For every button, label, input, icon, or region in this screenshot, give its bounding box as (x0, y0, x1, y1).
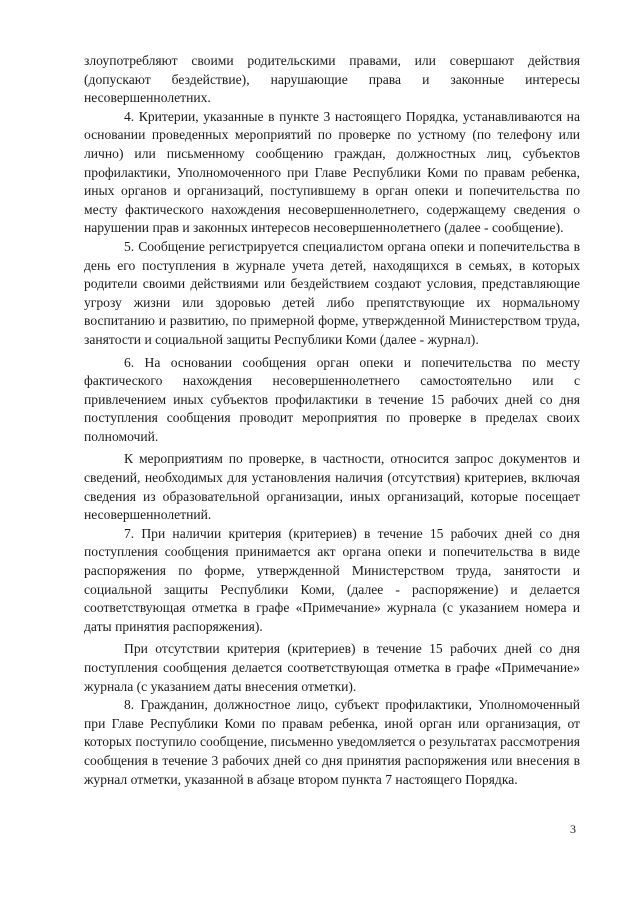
paragraph-item-5: 5. Сообщение регистрируется специалистом органа опеки и попечительства в день его поступления в журнале учета детей, находящихся в семьях, в которых родители своими действиями или бездействием создают условия, представляющие угрозу жизни или здоровью детей либо препятствующие их нормальному воспитанию и развитию, по примерной форме, утвержденной Министерством труда, занятости и социальной защиты Республики Коми (далее - журнал). (84, 238, 580, 347)
paragraph-item-4: 4. Критерии, указанные в пункте 3 настоящего Порядка, устанавливаются на основании проведенных мероприятий по проверке по устному (по телефону или лично) или письменному сообщению граждан, должностных лиц, субъектов профилактики, Уполномоченного при Главе Республики Коми по правам ребенка, иных органов и организаций, поступившему в орган опеки и попечительства по месту фактического нахождения несовершеннолетнего, содержащему сведения о нарушении прав и законных интересов несовершеннолетнего (далее - сообщение). (84, 108, 580, 236)
paragraph-item-6-checks: К мероприятиям по проверке, в частности, относится запрос документов и сведений, необходимых для установления наличия (отсутствия) критериев, включая сведения из образовательной организации, иных организаций, которые посещает несовершеннолетний. (84, 451, 580, 523)
paragraph-item-7: 7. При наличии критерия (критериев) в течение 15 рабочих дней со дня поступления сообщения принимается акт органа опеки и попечительства в виде распоряжения по форме, утвержденной Министерством труда, занятости и социальной защиты Республики Коми, (далее - распоряжение) и делается соответствующая отметка в графе «Примечание» журнала (с указанием номера и даты принятия распоряжения). (84, 525, 580, 634)
paragraph-item-8: 8. Гражданин, должностное лицо, субъект профилактики, Уполномоченный при Главе Республики Коми по правам ребенка, иной орган или организация, от которых поступило сообщение, письменно уведомляется о результатах рассмотрения сообщения в течение 3 рабочих дней со дня принятия распоряжения или внесения в журнал отметки, указанной в абзаце втором пункта 7 настоящего Порядка. (84, 697, 580, 787)
paragraph-item-7-absence: При отсутствии критерия (критериев) в течение 15 рабочих дней со дня поступления сообщения делается соответствующая отметка в графе «Примечание» журнала (с указанием даты внесения отметки). (84, 641, 580, 694)
paragraph-item-6: 6. На основании сообщения орган опеки и попечительства по месту фактического нахождения несовершеннолетнего самостоятельно или с привлечением иных субъектов профилактики в течение 15 рабочих дней со дня поступления сообщения проводит мероприятия по проверке в пределах своих полномочий. (84, 354, 580, 444)
document-body (84, 52, 580, 789)
page-number: 3 (570, 822, 576, 836)
paragraph-continuation: злоупотребляют своими родительскими правами, или совершают действия (допускают бездействие), нарушающие права и законные интересы несовершеннолетних. (84, 53, 580, 106)
